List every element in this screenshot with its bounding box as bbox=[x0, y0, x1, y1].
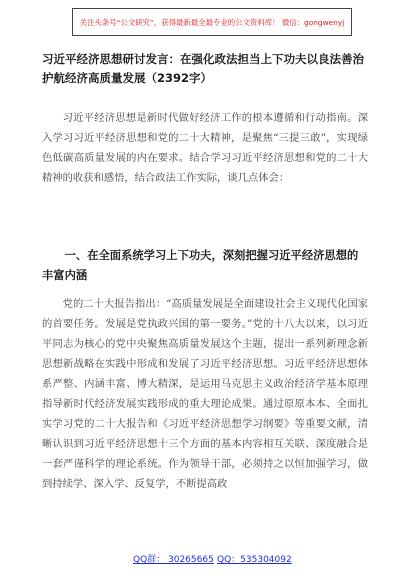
intro-paragraph: 习近平经济思想是新时代做好经济工作的根本遵循和行动指南。深入学习习近平经济思想和党的二十大精神，是聚焦“三提三敢”，实现绿色低碳高质量发展的内在要求。结合学习习近平经济思想和党的二十大精神的收获和感悟，结合政法工作实际，谈几点体会： bbox=[42, 112, 368, 184]
section-body-paragraph: 党的二十大报告指出：“高质量发展是全面建设社会主义现代化国家的首要任务。发展是党执政兴国的第一要务。”党的十八大以来，以习近平同志为核心的党中央聚焦高质量发展这个主题，提出一系列新理念新思想新战略在实践中形成和发展了习近平经济思想。习近平经济思想体系严整、内涵丰富、博大精深，是运用马克思主义政治经济学基本原理指导新时代经济发展实践形成的重大理论成果。通过原原本本、全面扎实学习党的二十大报告和《习近平经济思想学习纲要》等重要文献，清晰认识到习近平经济思想十三个方面的基本内容相互关联、深度融合是一套严谨科学的理论系统。作为领导干部，必须持之以恒加强学习，做到持续学、深入学、反复学，不断提高政 bbox=[42, 298, 368, 490]
qq-group-link[interactable]: QQ群： 30265665 bbox=[133, 555, 214, 565]
document-title: 习近平经济思想研讨发言：在强化政法担当上下功夫以良法善治护航经济高质量发展（2392字） bbox=[42, 52, 364, 85]
section-heading: 一、在全面系统学习上下功夫，深刻把握习近平经济思想的丰富内涵 bbox=[42, 249, 359, 282]
promo-banner bbox=[72, 8, 352, 36]
promo-banner-text: 关注头条号“公文研究”，获得最新最全最专业的公文资料库！ 微信：gongwenyj bbox=[79, 17, 345, 27]
qq-contact-link[interactable]: QQ：535304092 bbox=[217, 555, 292, 565]
